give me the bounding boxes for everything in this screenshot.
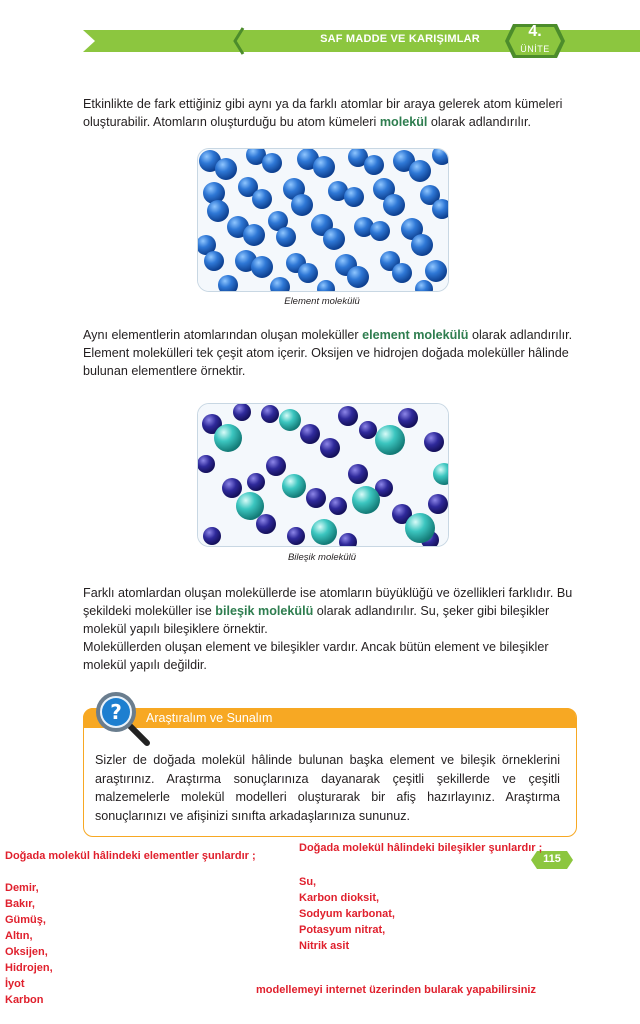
intro-paragraph bbox=[83, 95, 575, 131]
element-item: Hidrojen, bbox=[5, 962, 53, 974]
element-item: Karbon bbox=[5, 994, 44, 1006]
para2-text-end: olarak adlandırılır. Element molekülleri tek çeşit atom içerir. Oksijen ve hidrojen doğada moleküller hâlinde bulunan elementlere örnektir. bbox=[83, 328, 573, 378]
internet-note: modellemeyi internet üzerinden bularak yapabilirsiniz bbox=[256, 984, 536, 996]
chevron-left-icon bbox=[232, 26, 246, 56]
compound-item: Sodyum karbonat, bbox=[299, 908, 395, 920]
compound-item: Nitrik asit bbox=[299, 940, 350, 952]
page-number: 115 bbox=[543, 853, 561, 865]
element-molecule-paragraph bbox=[83, 326, 575, 380]
element-molecule-illustration bbox=[198, 149, 448, 291]
compounds-note-title: Doğada molekül hâlindeki bileşikler şunlardır ; bbox=[299, 842, 543, 854]
research-box-text: Sizler de doğada molekül hâlinde bulunan başka element ve bileşik örneklerini araştırınız. Araştırma sonuçlarınıza dayanarak çeşitli şekillerde ve çeşitli malzemelerle molekül modelleri oluşturarak bir afiş hazırlayınız. Araştırma sonuçlarınızı ve afişinizi sınıfta arkadaşlarınıza sununuz. bbox=[95, 753, 560, 823]
para2-text: Aynı elementlerin atomlarından oluşan moleküller bbox=[83, 328, 363, 342]
para3-text: Farklı atomlardan oluşan moleküllerde ise atomların büyüklüğü ve özellikleri farklıdır. Bu şekildeki moleküller ise bbox=[83, 586, 573, 618]
magnifier-question-icon bbox=[94, 690, 152, 748]
header-notch bbox=[83, 30, 95, 52]
compound-molecule-illustration bbox=[198, 404, 448, 546]
intro-text-end: olarak adlandırılır. bbox=[427, 115, 532, 129]
compound-molecule-paragraph bbox=[83, 584, 575, 638]
svg-text:?: ? bbox=[110, 700, 122, 724]
keyword-element-molekulu: element molekülü bbox=[362, 328, 469, 342]
research-box-title: Araştıralım ve Sunalım bbox=[146, 711, 273, 725]
element-molecule-image bbox=[197, 148, 449, 292]
element-item: Demir, bbox=[5, 882, 39, 894]
para3-text-end: olarak adlandırılır. Su, şeker gibi bileşikler molekül yapılı bileşiklere örnektir. bbox=[83, 604, 550, 636]
element-molecule-caption: Element molekülü bbox=[284, 296, 360, 307]
element-item: Gümüş, bbox=[5, 914, 46, 926]
compound-molecule-image bbox=[197, 403, 449, 547]
chapter-title: SAF MADDE VE KARIŞIMLAR bbox=[320, 33, 480, 45]
element-item: Altın, bbox=[5, 930, 33, 942]
molecular-structure-paragraph: Moleküllerden oluşan element ve bileşikler vardır. Ancak bütün element ve bileşikler molekül yapılı değildir. bbox=[83, 640, 549, 672]
element-item: Oksijen, bbox=[5, 946, 48, 958]
elements-list bbox=[5, 880, 53, 1008]
compound-item: Karbon dioksit, bbox=[299, 892, 380, 904]
compound-item: Potasyum nitrat, bbox=[299, 924, 386, 936]
elements-note-title: Doğada molekül hâlindeki elementler şunlardır ; bbox=[5, 850, 256, 862]
unit-number: 4. bbox=[528, 23, 542, 40]
compound-item: Su, bbox=[299, 876, 317, 888]
element-item: Bakır, bbox=[5, 898, 35, 910]
compound-molecule-caption: Bileşik molekülü bbox=[287, 552, 357, 563]
element-item: İyot bbox=[5, 978, 25, 990]
keyword-bilesik-molekulu: bileşik molekülü bbox=[215, 604, 314, 618]
keyword-molekul: molekül bbox=[379, 115, 428, 129]
compounds-list bbox=[299, 874, 395, 954]
unit-label: ÜNİTE bbox=[520, 44, 550, 54]
intro-text: Etkinlikte de fark ettiğiniz gibi aynı ya da farklı atomlar bir araya gelerek atom kümeleri oluşturabilir. Atomların oluşturduğu bu atom kümeleri bbox=[83, 97, 563, 129]
